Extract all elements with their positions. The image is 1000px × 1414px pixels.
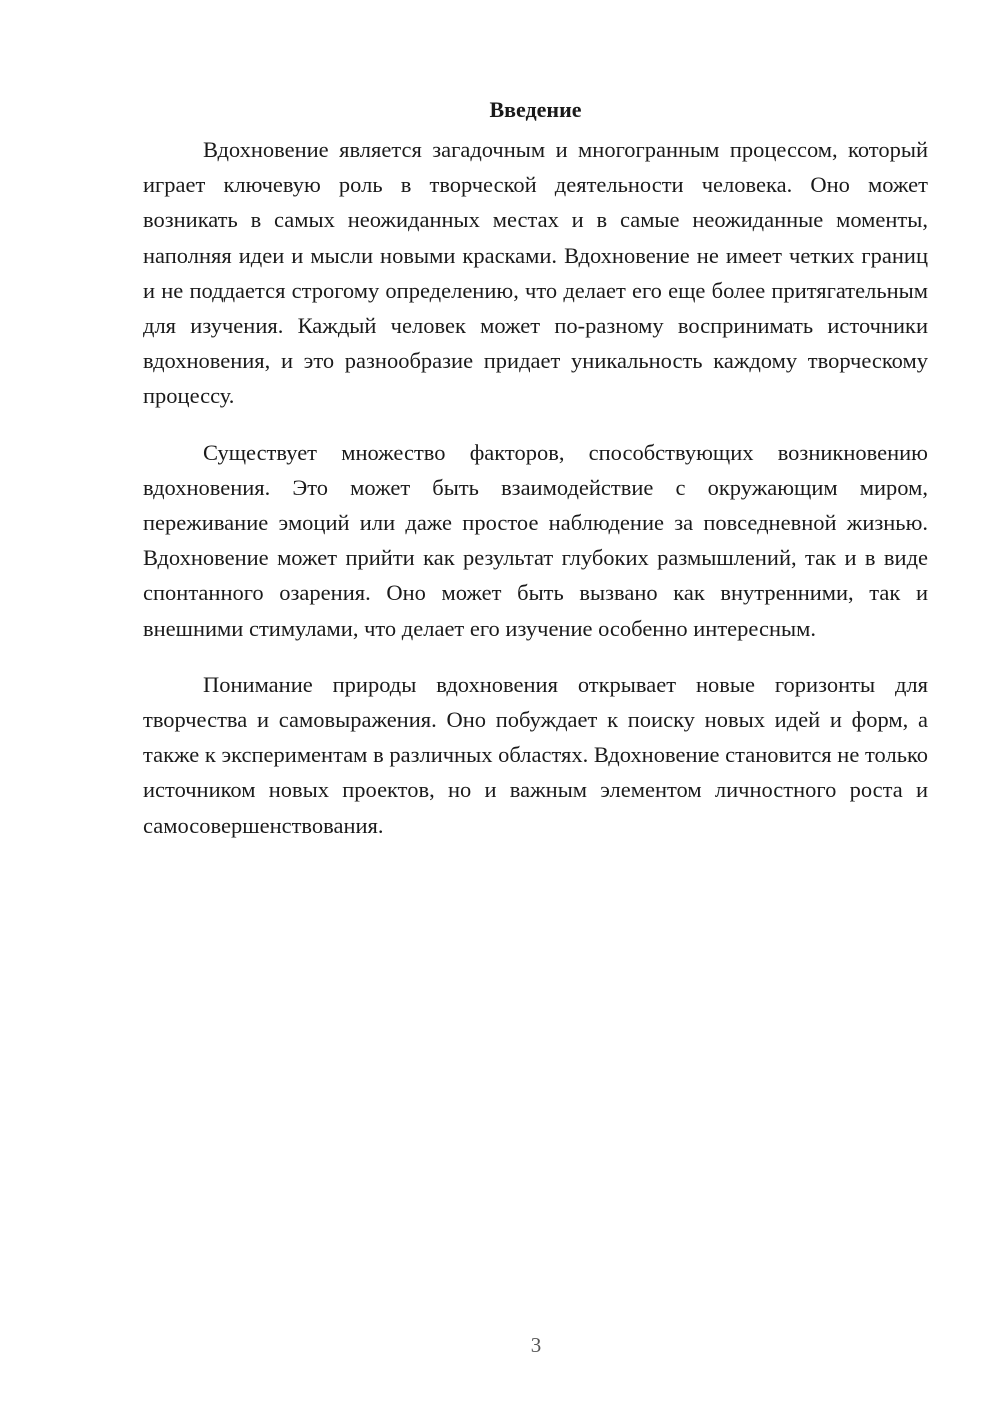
paragraph-3: Понимание природы вдохновения открывает новые горизонты для творчества и самовыражения. Оно побуждает к поиску новых идей и форм, а также к экспериментам в различных областях. Вдохновение становится не только источником новых проектов, но и важным элементом личностного роста и самосовершенствования. bbox=[143, 671, 928, 838]
section-title: Введение bbox=[489, 97, 582, 122]
paragraph-1: Вдохновение является загадочным и многогранным процессом, который играет ключевую роль в творческой деятельности человека. Оно может возникать в самых неожиданных местах и в самые неожиданные моменты, наполняя идеи и мысли новыми красками. Вдохновение не имеет четких границ и не поддается строгому определению, что делает его еще более притягательным для изучения. Каждый человек может по-разному воспринимать источники вдохновения, и это разнообразие придает уникальность каждому творческому процессу. bbox=[143, 137, 928, 409]
page-number: 3 bbox=[530, 1333, 542, 1357]
paragraph-2: Существует множество факторов, способствующих возникновению вдохновения. Это может быть взаимодействие с окружающим миром, переживание эмоций или даже простое наблюдение за повседневной жизнью. Вдохновение может прийти как результат глубоких размышлений, так и в виде спонтанного озарения. Оно может быть вызвано как внутренними, так и внешними стимулами, что делает его изучение особенно интересным. bbox=[143, 439, 928, 641]
page-content bbox=[143, 92, 928, 864]
